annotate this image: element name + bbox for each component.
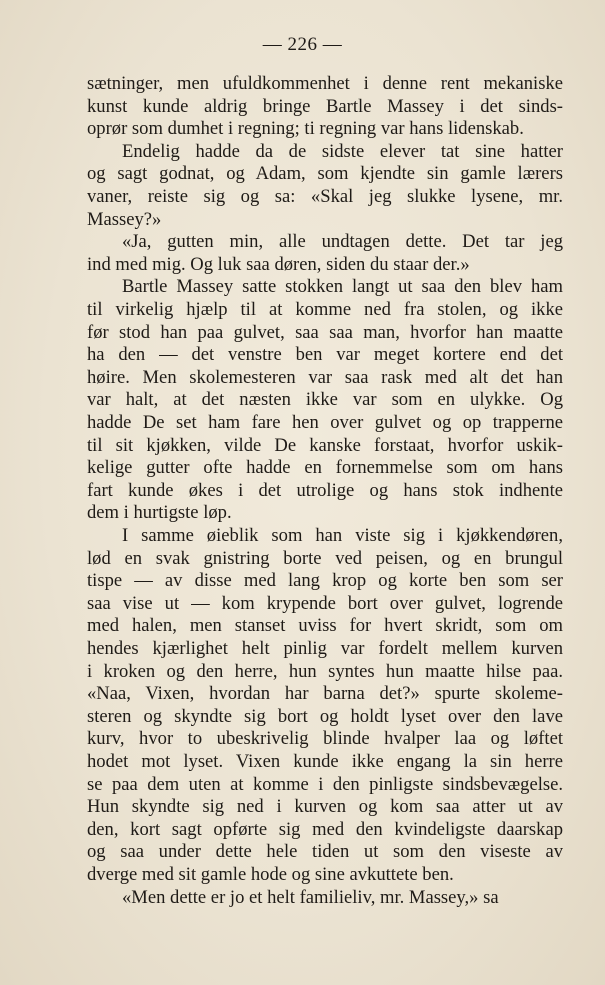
text-line: Massey?» (87, 208, 162, 230)
text-line: ha den — det venstre ben var meget kortere end det (87, 344, 563, 366)
text-line: Endelig hadde da de sidste elever tat sine hatter (122, 140, 563, 162)
text-line: oprør som dumhet i regning; ti regning var hans lidenskab. (87, 118, 524, 140)
text-line: sætninger, men ufuldkommenhet i denne rent mekaniske (87, 73, 563, 94)
text-line: I samme øieblik som han viste sig i kjøkkendøren, (122, 525, 563, 546)
text-line: saa vise ut — kom krypende bort over gulvet, logrende (87, 592, 563, 614)
text-line: hodet mot lyset. Vixen kunde ikke engang la sin herre (87, 751, 563, 772)
text-line: Hun skyndte sig ned i kurven og kom saa atter ut av (87, 796, 563, 818)
text-line: med halen, men stanset uviss for hvert skridt, som om (87, 615, 563, 637)
text-line: før stod han paa gulvet, saa saa man, hvorfor han maatte (87, 321, 563, 343)
text-line: hadde De set ham fare hen over gulvet og op trapperne (87, 412, 563, 433)
text-line: kurv, hvor to ubeskrivelig blinde hvalper laa og løftet (87, 728, 563, 750)
text-line: høire. Men skolemesteren var saa rask med alt det han (87, 366, 563, 388)
text-line: se paa dem uten at komme i den pinligste sindsbevægelse. (87, 773, 563, 795)
text-line: lød en svak gnistring borte ved peisen, og en brungul (87, 547, 563, 569)
text-line: dem i hurtigste løp. (87, 502, 232, 524)
text-line: til virkelig hjælp til at komme ned fra stolen, og ikke (87, 299, 563, 320)
text-line: hendes kjærlighet helt pinlig var fordelt mellem kurven (87, 638, 563, 659)
text-line: «Men dette er jo et helt familieliv, mr. Massey,» sa (122, 886, 499, 908)
text-line: «Ja, gutten min, alle undtagen dette. Det tar jeg (122, 231, 563, 253)
text-line: til sit kjøkken, vilde De kanske forstaat, hvorfor uskik- (87, 434, 563, 456)
text-line: den, kort sagt opførte sig med den kvindeligste daarskap (87, 818, 563, 840)
text-line: og saa under dette hele tiden ut som den viseste av (87, 841, 563, 863)
text-line: ind med mig. Og luk saa døren, siden du staar der.» (87, 253, 470, 275)
text-line: steren og skyndte sig bort og holdt lyset over den lave (87, 705, 563, 727)
text-line: Bartle Massey satte stokken langt ut saa den blev ham (122, 276, 563, 298)
page-number: — 226 — (262, 34, 343, 55)
text-line: vaner, reiste sig og sa: «Skal jeg slukke lysene, mr. (87, 186, 563, 207)
text-line: kunst kunde aldrig bringe Bartle Massey i det sinds- (87, 95, 563, 117)
text-line: tispe — av disse med lang krop og korte ben som ser (87, 570, 563, 592)
text-line: fart kunde økes i det utrolige og hans stok indhente (87, 479, 563, 501)
text-line: «Naa, Vixen, hvordan har barna det?» spurte skoleme- (87, 683, 563, 705)
text-line: var halt, at det næsten ikke var som en ulykke. Og (87, 389, 563, 411)
text-line: i kroken og den herre, hun syntes hun maatte hilse paa. (87, 660, 563, 682)
text-line: og sagt godnat, og Adam, som kjendte sin gamle lærers (87, 163, 563, 185)
text-line: dverge med sit gamle hode og sine avkuttete ben. (87, 864, 454, 885)
text-line: kelige gutter ofte hadde en fornemmelse som om hans (87, 457, 563, 479)
